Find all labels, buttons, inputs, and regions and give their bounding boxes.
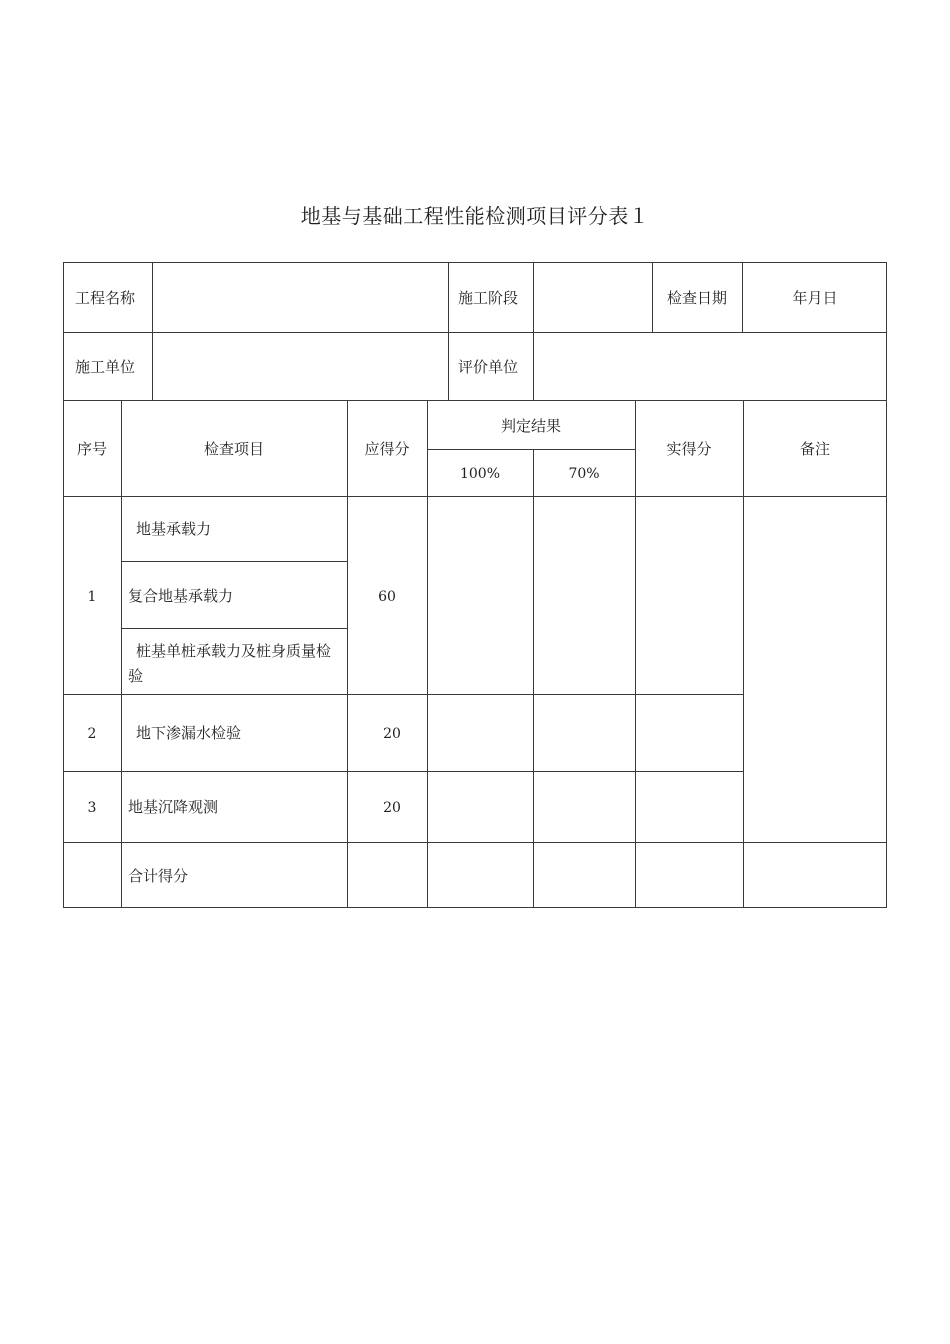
row-1-item-1: 地基承载力: [136, 520, 212, 538]
row-1-item-3: 桩基单桩承载力及桩身质量检验: [128, 642, 332, 685]
total-score-label: 合计得分: [128, 867, 189, 885]
page-title: 地基与基础工程性能检测项目评分表１: [300, 204, 650, 228]
construction-unit-label: 施工单位: [75, 358, 136, 376]
table-rule: [63, 496, 887, 497]
table-rule: [652, 262, 653, 332]
table-rule: [533, 449, 534, 908]
column-header-actual-score: 实得分: [666, 440, 712, 458]
table-border-bottom: [63, 907, 887, 908]
table-rule: [533, 262, 534, 400]
row-2-seq: 2: [87, 726, 97, 742]
column-header-due-score: 应得分: [364, 440, 410, 458]
table-rule: [427, 449, 636, 450]
table-border-left: [63, 262, 64, 908]
table-rule: [427, 400, 428, 908]
table-rule: [63, 400, 887, 401]
row-3-seq: 3: [87, 800, 97, 816]
row-3-item: 地基沉降观测: [128, 798, 219, 816]
table-border-top: [63, 262, 887, 263]
column-header-100-percent: 100%: [459, 466, 501, 482]
column-header-remark: 备注: [799, 440, 831, 458]
table-rule: [347, 400, 348, 908]
table-border-right: [886, 262, 887, 908]
row-3-due-score: 20: [383, 800, 401, 816]
evaluation-unit-label: 评价单位: [458, 358, 519, 376]
row-2-due-score: 20: [383, 726, 401, 742]
table-rule: [63, 694, 744, 695]
row-1-item-2: 复合地基承载力: [128, 587, 234, 605]
column-header-seq: 序号: [76, 440, 108, 458]
table-rule: [635, 400, 636, 908]
table-rule: [63, 771, 744, 772]
table-rule: [121, 561, 348, 562]
table-rule: [63, 842, 887, 843]
table-rule: [121, 400, 122, 908]
construction-stage-label: 施工阶段: [458, 289, 519, 307]
column-header-70-percent: 70%: [568, 466, 600, 482]
table-rule: [448, 262, 449, 400]
inspection-date-label: 检查日期: [667, 289, 728, 307]
column-header-judgement: 判定结果: [500, 417, 562, 435]
table-rule: [121, 628, 348, 629]
table-rule: [152, 262, 153, 400]
table-rule: [742, 262, 743, 332]
inspection-date-field[interactable]: 年月日: [792, 289, 838, 307]
table-rule: [63, 332, 887, 333]
row-2-item: 地下渗漏水检验: [136, 724, 242, 742]
table-rule: [743, 400, 744, 908]
row-1-due-score: 60: [378, 589, 396, 605]
column-header-item: 检查项目: [203, 440, 265, 458]
row-1-seq: 1: [87, 589, 97, 605]
project-name-label: 工程名称: [75, 289, 136, 307]
